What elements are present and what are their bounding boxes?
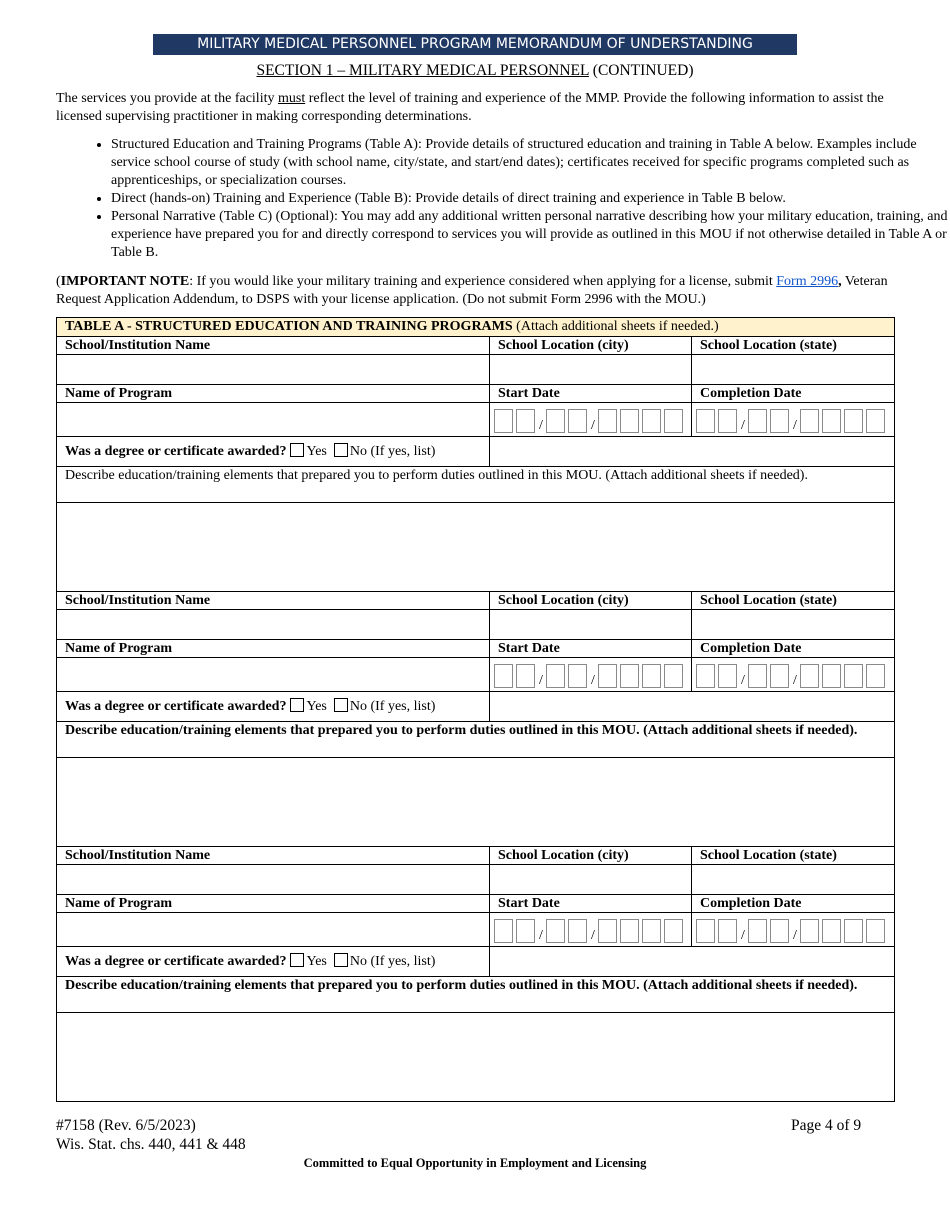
table-title-text: TABLE A - STRUCTURED EDUCATION AND TRAINING PROGRAMS [65,319,513,334]
degree-question-text: Was a degree or certificate awarded? [65,699,287,714]
instruction-table-a: • Structured Education and Training Programs (Table A): Provide details of structured education and training in Table A below. Examples include service school course of study (with school name, city/state, and start/end dates); certificates received for specific programs completed such as apprenticeships, or specialization courses. [111,136,950,190]
date-separator: / [539,417,543,433]
entry-block-3 [57,847,895,1102]
date-digit-box[interactable] [696,664,715,688]
school-state-input[interactable] [692,865,895,895]
date-digit-box[interactable] [822,664,841,688]
school-name-label: School/Institution Name [57,337,490,355]
program-name-label: Name of Program [57,895,490,913]
degree-question [57,947,490,977]
date-separator: / [539,927,543,943]
note-comma: , [838,274,842,289]
yes-label: Yes [306,444,327,459]
program-name-input[interactable] [57,403,490,437]
describe-input[interactable] [57,758,895,847]
completion-date-label: Completion Date [692,640,895,658]
school-city-input[interactable] [490,865,692,895]
date-digit-box[interactable] [620,919,639,943]
school-city-label: School Location (city) [490,592,692,610]
date-digit-box[interactable] [546,664,565,688]
completion-date-input[interactable] [692,913,895,947]
degree-question [57,437,490,467]
date-digit-box[interactable] [844,409,863,433]
date-digit-box[interactable] [620,664,639,688]
date-digit-box[interactable] [844,919,863,943]
date-digit-box[interactable] [568,919,587,943]
date-digit-box[interactable] [748,919,767,943]
start-date-label: Start Date [490,385,692,403]
date-digit-box[interactable] [748,409,767,433]
page-number: Page 4 of 9 [791,1117,862,1134]
date-digit-box[interactable] [546,409,565,433]
date-separator: / [539,672,543,688]
date-digit-box[interactable] [642,664,661,688]
form-banner: MILITARY MEDICAL PERSONNEL PROGRAM MEMORANDUM OF UNDERSTANDING [153,34,797,55]
date-digit-box[interactable] [800,409,819,433]
completion-date-input[interactable] [692,658,895,692]
intro-emphasis: must [277,91,306,106]
school-state-label: School Location (state) [692,337,895,355]
statute-reference: Wis. Stat. chs. 440, 441 & 448 [56,1136,246,1153]
date-digit-box[interactable] [664,919,683,943]
entry-block-2 [57,592,895,847]
yes-checkbox[interactable] [290,443,304,457]
date-digit-box[interactable] [516,919,535,943]
completion-date-label: Completion Date [692,895,895,913]
yes-checkbox[interactable] [290,953,304,967]
program-name-input[interactable] [57,913,490,947]
date-digit-box[interactable] [494,919,513,943]
no-label: No (If yes, list) [349,954,436,969]
note-label: IMPORTANT NOTE [60,274,190,289]
describe-label: Describe education/training elements that prepared you to perform duties outlined in this MOU. (Attach additional sheets if needed). [57,467,895,503]
yes-label: Yes [306,699,327,714]
program-name-input[interactable] [57,658,490,692]
footer-tagline: Committed to Equal Opportunity in Employment and Licensing [303,1156,647,1170]
date-separator: / [741,927,745,943]
date-digit-box[interactable] [866,919,885,943]
note-text-1: : If you would like your military training and experience considered when applying for a license, submit [189,274,777,289]
date-digit-box[interactable] [800,664,819,688]
instruction-table-b: • Direct (hands-on) Training and Experience (Table B): Provide details of direct training and experience in Table B below. [111,190,950,208]
date-separator: / [793,417,797,433]
completion-date-label: Completion Date [692,385,895,403]
date-separator: / [793,927,797,943]
date-digit-box[interactable] [770,919,789,943]
important-note [56,273,901,309]
school-city-label: School Location (city) [490,337,692,355]
date-digit-box[interactable] [598,664,617,688]
date-digit-box[interactable] [568,664,587,688]
school-name-label: School/Institution Name [57,592,490,610]
table-title-note: (Attach additional sheets if needed.) [512,319,719,334]
date-digit-box[interactable] [568,409,587,433]
intro-text-after: reflect the level of training and experience of the MMP. Provide the following information to assist the licensed supervising practitioner in making corresponding determinations. [56,91,884,124]
date-digit-box[interactable] [718,409,737,433]
date-digit-box[interactable] [516,664,535,688]
describe-label: Describe education/training elements that prepared you to perform duties outlined in this MOU. (Attach additional sheets if needed). [57,722,895,758]
degree-question-text: Was a degree or certificate awarded? [65,444,287,459]
intro-paragraph [56,90,901,125]
school-name-input[interactable] [57,610,490,640]
date-digit-box[interactable] [494,664,513,688]
date-digit-box[interactable] [546,919,565,943]
date-digit-box[interactable] [664,409,683,433]
footer-left [56,1116,246,1154]
intro-text-before: The services you provide at the facility [56,91,278,106]
degree-list-input[interactable] [490,692,895,722]
school-state-label: School Location (state) [692,847,895,865]
table-a-title [57,318,895,337]
date-digit-box[interactable] [844,664,863,688]
start-date-input[interactable] [490,658,692,692]
date-digit-box[interactable] [770,409,789,433]
date-digit-box[interactable] [494,409,513,433]
yes-label: Yes [306,954,327,969]
section-title-suffix: (CONTINUED) [588,62,694,79]
no-checkbox[interactable] [334,953,348,967]
form-2996-link[interactable]: Form 2996 [776,274,839,289]
note-text-2: Veteran Request Application Addendum, to DSPS with your license application. (Do not submit Form 2996 with the MOU.) [56,274,888,307]
school-name-input[interactable] [57,865,490,895]
degree-question-text: Was a degree or certificate awarded? [65,954,287,969]
date-separator: / [793,672,797,688]
date-digit-box[interactable] [866,409,885,433]
date-digit-box[interactable] [866,664,885,688]
date-digit-box[interactable] [718,919,737,943]
instruction-list [56,136,950,262]
date-separator: / [591,672,595,688]
note-paren: ( [56,274,61,289]
section-title-main: SECTION 1 – MILITARY MEDICAL PERSONNEL [256,62,589,79]
date-digit-box[interactable] [642,409,661,433]
date-digit-box[interactable] [598,919,617,943]
describe-input[interactable] [57,1013,895,1102]
table-a [56,317,895,1102]
describe-label: Describe education/training elements that prepared you to perform duties outlined in this MOU. (Attach additional sheets if needed). [57,977,895,1013]
date-separator: / [741,417,745,433]
school-name-input[interactable] [57,355,490,385]
start-date-label: Start Date [490,895,692,913]
date-digit-box[interactable] [822,409,841,433]
school-state-label: School Location (state) [692,592,895,610]
school-state-input[interactable] [692,355,895,385]
section-title [0,62,950,80]
date-digit-box[interactable] [696,409,715,433]
no-label: No (If yes, list) [349,699,436,714]
completion-date-input[interactable] [692,403,895,437]
program-name-label: Name of Program [57,640,490,658]
date-digit-box[interactable] [770,664,789,688]
yes-checkbox[interactable] [290,698,304,712]
date-digit-box[interactable] [718,664,737,688]
school-name-label: School/Institution Name [57,847,490,865]
date-digit-box[interactable] [642,919,661,943]
date-separator: / [741,672,745,688]
no-checkbox[interactable] [334,698,348,712]
date-digit-box[interactable] [696,919,715,943]
school-city-input[interactable] [490,355,692,385]
no-label: No (If yes, list) [349,444,436,459]
entry-block-1 [57,337,895,592]
start-date-input[interactable] [490,913,692,947]
describe-input[interactable] [57,503,895,592]
date-digit-box[interactable] [748,664,767,688]
date-digit-box[interactable] [822,919,841,943]
school-state-input[interactable] [692,610,895,640]
start-date-label: Start Date [490,640,692,658]
degree-list-input[interactable] [490,437,895,467]
degree-list-input[interactable] [490,947,895,977]
date-separator: / [591,927,595,943]
date-digit-box[interactable] [800,919,819,943]
form-number: #7158 (Rev. 6/5/2023) [56,1117,196,1134]
instruction-table-c: • Personal Narrative (Table C) (Optional): You may add any additional written personal narrative describing how your military education, training, and experience have prepared you for and directly correspond to services you will provide as outlined in this MOU if not otherwise detailed in Table A or Table B. [111,208,950,262]
program-name-label: Name of Program [57,385,490,403]
school-city-label: School Location (city) [490,847,692,865]
degree-question [57,692,490,722]
date-separator: / [591,417,595,433]
start-date-input[interactable] [490,403,692,437]
date-digit-box[interactable] [620,409,639,433]
no-checkbox[interactable] [334,443,348,457]
date-digit-box[interactable] [598,409,617,433]
date-digit-box[interactable] [516,409,535,433]
school-city-input[interactable] [490,610,692,640]
date-digit-box[interactable] [664,664,683,688]
